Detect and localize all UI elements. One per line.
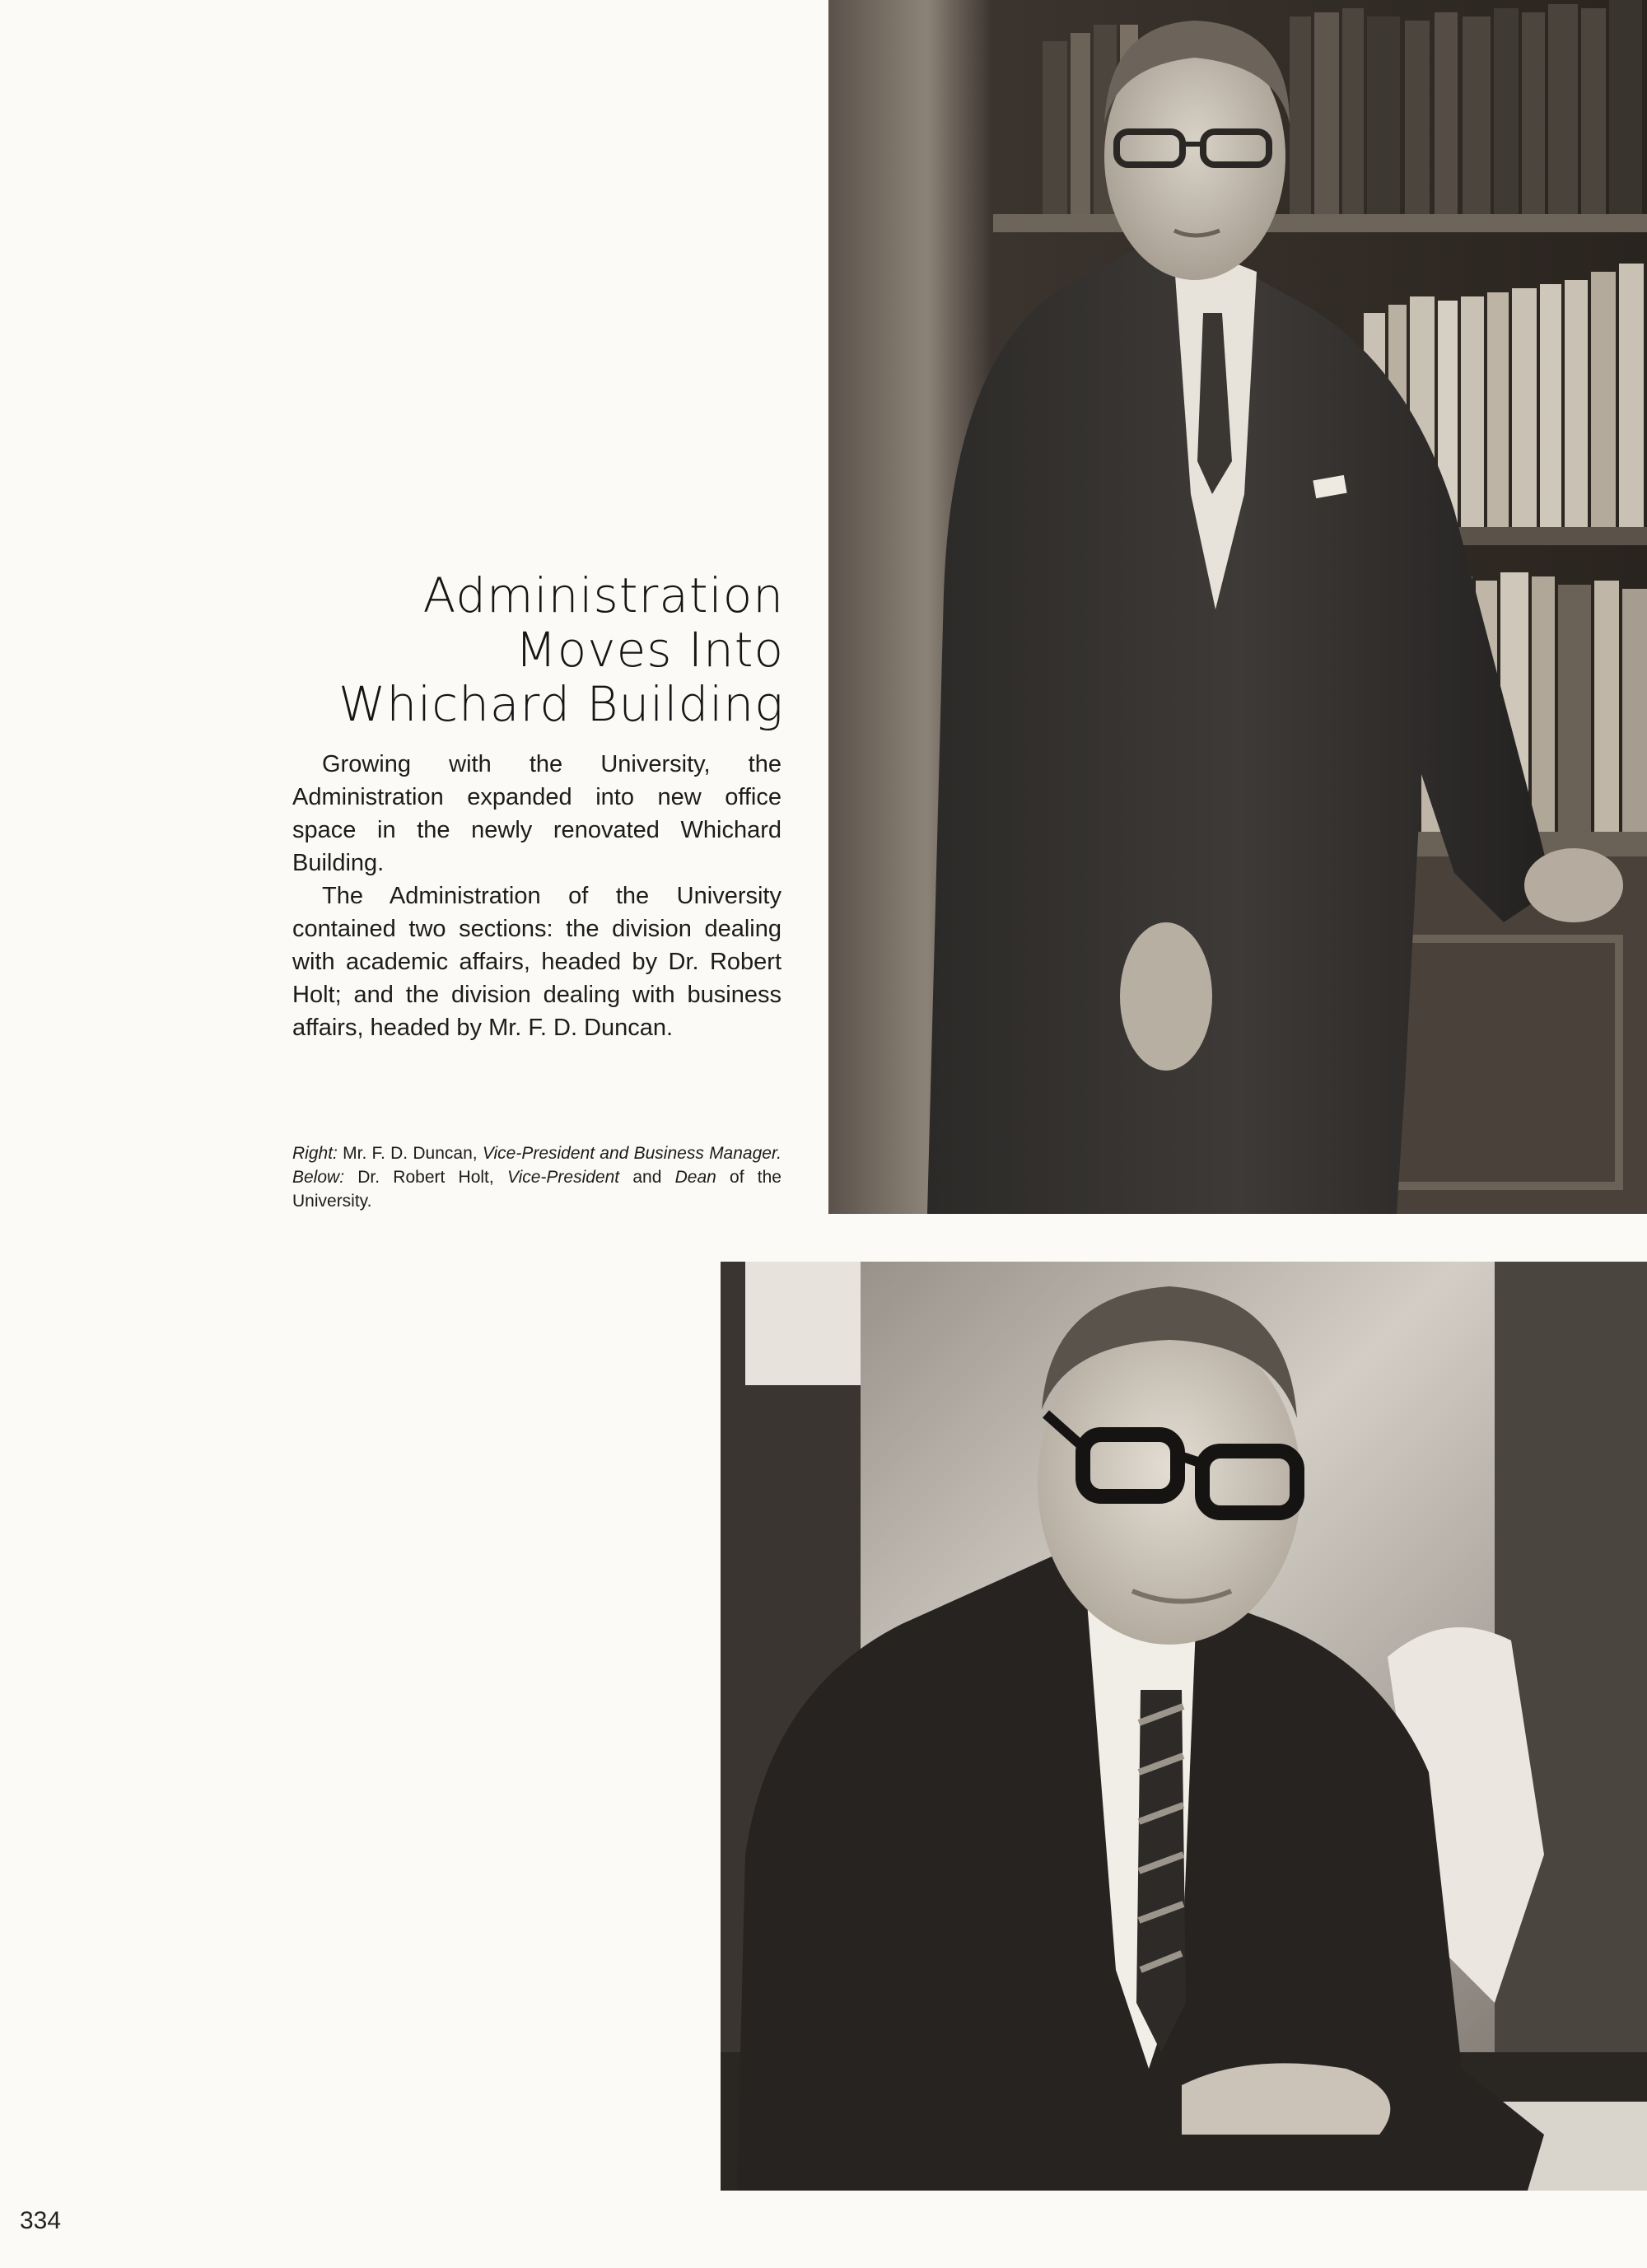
caption-below-title-2: Dean [674,1168,716,1187]
caption-below-label: Below: [292,1168,345,1187]
caption-below-suffix: of the University. [292,1168,782,1211]
caption-below-name: Dr. Robert Holt, [357,1168,494,1187]
caption-right-name: Mr. F. D. Duncan, [343,1144,478,1163]
photo-caption [292,1141,782,1213]
headline-line-1: Administration [422,567,784,623]
article-body [292,748,782,1044]
photo-holt [721,1262,1647,2191]
body-paragraph-2: The Administration of the University contained two sections: the division dealing with academic affairs, headed by Dr. Robert Holt; and the division dealing with business affairs, headed by Mr. F. D. Duncan. [292,883,782,1041]
page-number: 334 [20,2207,62,2234]
body-paragraph-1: Growing with the University, the Administration expanded into new office space in the newly renovated Whichard Building. [292,751,782,876]
caption-right-title: Vice-President and Business Manager. [482,1144,782,1163]
caption-right-label: Right: [292,1144,338,1163]
article-headline [165,568,784,731]
photo-duncan-image [828,0,1647,1214]
headline-line-3: Whichard Building [338,676,784,732]
photo-duncan [828,0,1647,1214]
caption-below-title-1: Vice-President [506,1168,620,1187]
headline-line-2: Moves Into [515,622,784,678]
photo-holt-image [721,1262,1647,2191]
caption-below-and: and [632,1168,662,1187]
